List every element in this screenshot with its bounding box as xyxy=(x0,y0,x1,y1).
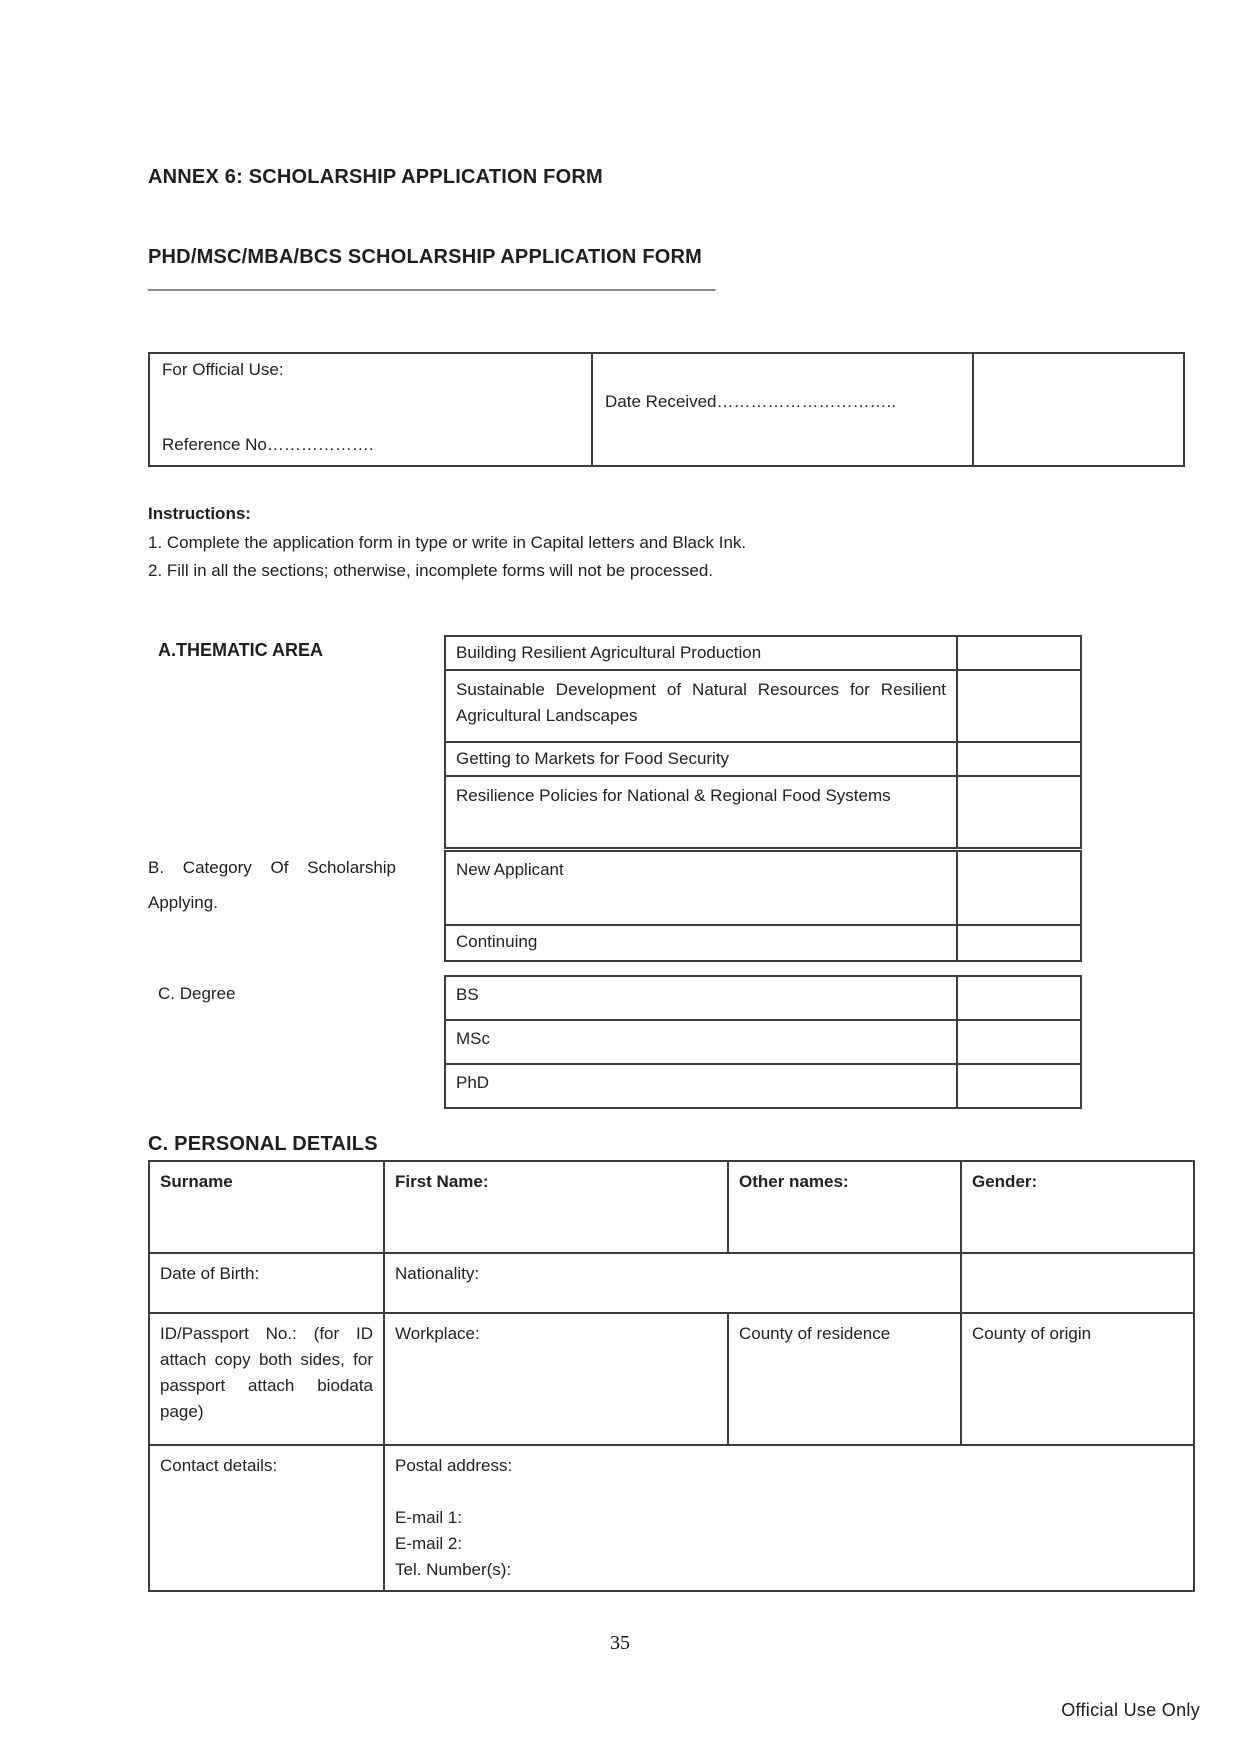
contact-details-cell[interactable]: Contact details: xyxy=(149,1445,384,1591)
section-a-label: A.THEMATIC AREA xyxy=(158,640,323,660)
footer-official-use-only: Official Use Only xyxy=(1061,1700,1200,1720)
table-row xyxy=(445,851,1081,925)
official-use-table xyxy=(148,352,1185,467)
table-row xyxy=(445,636,1081,670)
county-residence-cell[interactable]: County of residence xyxy=(728,1313,961,1445)
thematic-option-1: Building Resilient Agricultural Production xyxy=(445,636,957,670)
degree-table xyxy=(444,975,1082,1109)
nationality-cell[interactable]: Nationality: xyxy=(384,1253,961,1313)
degree-bs-checkbox[interactable] xyxy=(957,976,1081,1020)
personal-details-table xyxy=(148,1160,1195,1592)
table-row xyxy=(149,1253,1194,1313)
thematic-option-4-checkbox[interactable] xyxy=(957,776,1081,848)
tel-number-line[interactable]: Tel. Number(s): xyxy=(395,1560,512,1579)
date-of-birth-cell[interactable]: Date of Birth: xyxy=(149,1253,384,1313)
contact-info-cell[interactable] xyxy=(384,1445,1194,1591)
thematic-option-4: Resilience Policies for National & Regional Food Systems xyxy=(445,776,957,848)
degree-phd-checkbox[interactable] xyxy=(957,1064,1081,1108)
table-row xyxy=(149,1313,1194,1445)
instruction-item-1: 1. Complete the application form in type or write in Capital letters and Black Ink. xyxy=(148,533,747,552)
other-names-cell[interactable]: Other names: xyxy=(728,1161,961,1253)
table-row xyxy=(445,925,1081,961)
thematic-option-3-checkbox[interactable] xyxy=(957,742,1081,776)
gender-cell[interactable]: Gender: xyxy=(961,1161,1194,1253)
date-received-cell[interactable] xyxy=(592,353,973,466)
category-option-continuing: Continuing xyxy=(445,925,957,961)
email2-line[interactable]: E-mail 2: xyxy=(395,1534,463,1553)
instruction-item-2: 2. Fill in all the sections; otherwise, incomplete forms will not be processed. xyxy=(148,561,714,580)
degree-option-phd: PhD xyxy=(445,1064,957,1108)
table-row xyxy=(445,976,1081,1020)
date-received-field[interactable]: Date Received………………………….. xyxy=(605,392,896,411)
annex-title: ANNEX 6: SCHOLARSHIP APPLICATION FORM xyxy=(148,166,603,188)
form-title: PHD/MSC/MBA/BCS SCHOLARSHIP APPLICATION FORM xyxy=(148,246,702,268)
category-option-new: New Applicant xyxy=(445,851,957,925)
email1-line[interactable]: E-mail 1: xyxy=(395,1508,463,1527)
official-use-cell xyxy=(149,353,592,466)
table-row xyxy=(445,670,1081,742)
title-underscore-line: ____________________________________________________________ xyxy=(148,272,716,291)
id-passport-cell[interactable]: ID/Passport No.: (for ID attach copy both sides, for passport attach biodata page) xyxy=(149,1313,384,1445)
table-row xyxy=(149,1161,1194,1253)
reference-no-field[interactable]: Reference No………………. xyxy=(162,435,374,454)
thematic-option-2: Sustainable Development of Natural Resources for Resilient Agricultural Landscapes xyxy=(445,670,957,742)
table-row xyxy=(445,1020,1081,1064)
category-new-checkbox[interactable] xyxy=(957,851,1081,925)
county-origin-cell[interactable]: County of origin xyxy=(961,1313,1194,1445)
surname-cell[interactable]: Surname xyxy=(149,1161,384,1253)
workplace-cell[interactable]: Workplace: xyxy=(384,1313,728,1445)
row2-empty-cell[interactable] xyxy=(961,1253,1194,1313)
section-b-label: B. Category Of Scholarship Applying. xyxy=(148,858,396,912)
postal-address-line[interactable]: Postal address: xyxy=(395,1456,513,1475)
thematic-option-2-checkbox[interactable] xyxy=(957,670,1081,742)
table-row xyxy=(149,1445,1194,1591)
degree-option-bs: BS xyxy=(445,976,957,1020)
degree-msc-checkbox[interactable] xyxy=(957,1020,1081,1064)
official-use-label: For Official Use: xyxy=(162,360,284,379)
table-row xyxy=(445,1064,1081,1108)
thematic-option-1-checkbox[interactable] xyxy=(957,636,1081,670)
thematic-area-table xyxy=(444,635,1082,849)
category-table xyxy=(444,850,1082,962)
thematic-option-3: Getting to Markets for Food Security xyxy=(445,742,957,776)
degree-option-msc: MSc xyxy=(445,1020,957,1064)
page-number: 35 xyxy=(610,1632,630,1654)
section-c-degree-label: C. Degree xyxy=(158,984,236,1003)
table-row xyxy=(149,353,1184,466)
table-row xyxy=(445,742,1081,776)
table-row xyxy=(445,776,1081,848)
blank-line xyxy=(395,1479,1183,1505)
first-name-cell[interactable]: First Name: xyxy=(384,1161,728,1253)
instructions-heading: Instructions: xyxy=(148,504,251,523)
official-use-empty-cell[interactable] xyxy=(973,353,1184,466)
personal-details-heading: C. PERSONAL DETAILS xyxy=(148,1133,378,1155)
category-continuing-checkbox[interactable] xyxy=(957,925,1081,961)
